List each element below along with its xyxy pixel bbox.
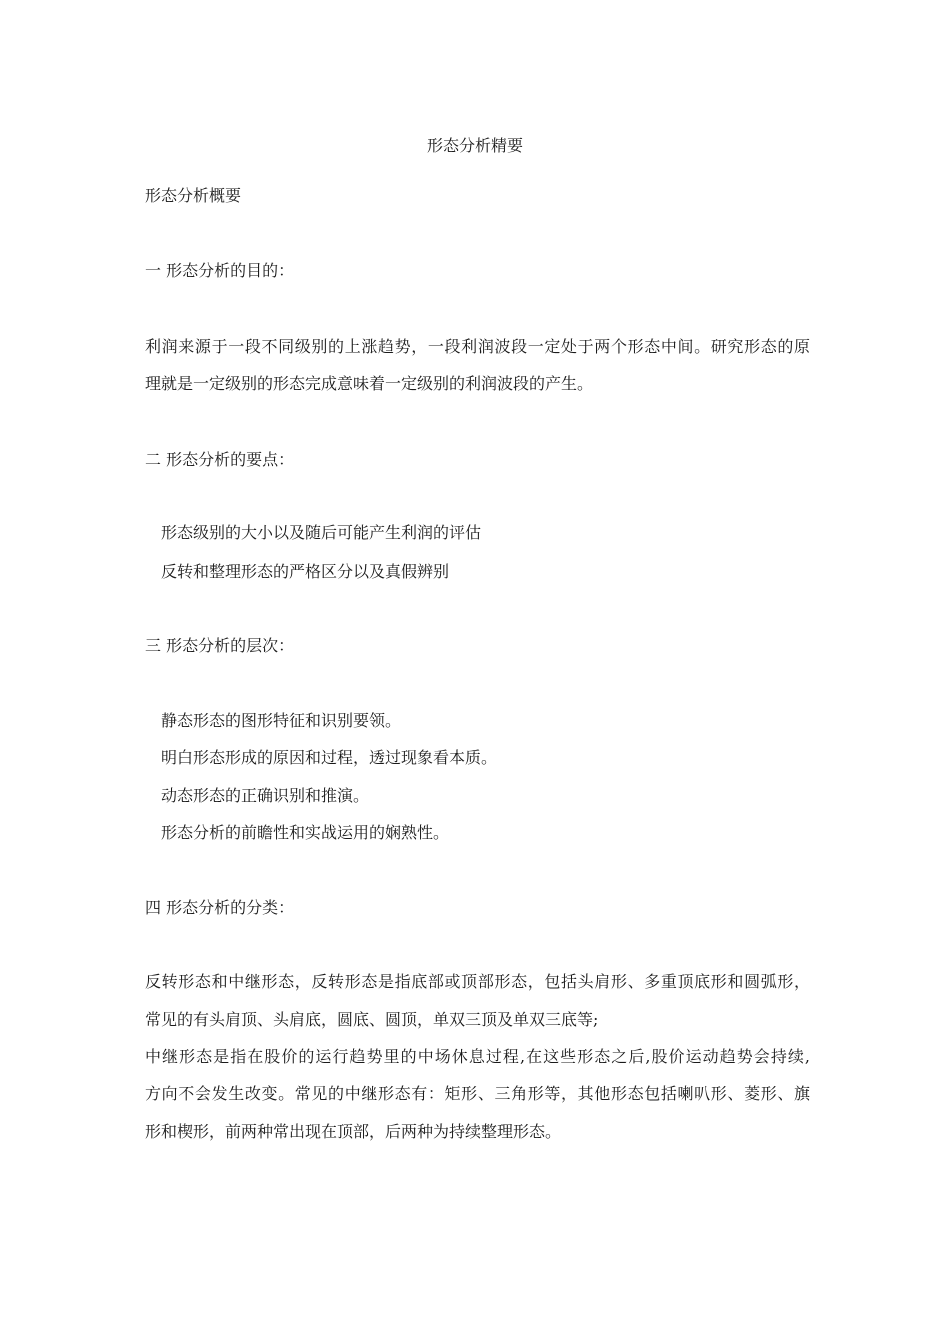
section3-item: 静态形态的图形特征和识别要领。 <box>161 711 402 730</box>
section1-heading: 一 形态分析的目的： <box>145 261 295 280</box>
section2-heading: 二 形态分析的要点： <box>145 450 295 469</box>
section4-paragraph-line: 中继形态是指在股价的运行趋势里的中场休息过程,在这些形态之后,股价运动趋势会持续, <box>145 1047 810 1066</box>
overview-heading: 形态分析概要 <box>145 186 242 205</box>
section4-paragraph-line: 形和楔形，前两种常出现在顶部，后两种为持续整理形态。 <box>145 1122 562 1141</box>
section4-heading: 四 形态分析的分类： <box>145 898 295 917</box>
document-title: 形态分析精要 <box>426 136 523 155</box>
section3-item: 明白形态形成的原因和过程，透过现象看本质。 <box>161 748 498 767</box>
section2-item: 形态级别的大小以及随后可能产生利润的评估 <box>161 523 482 542</box>
section4-paragraph-line: 方向不会发生改变。常见的中继形态有：矩形、三角形等，其他形态包括喇叭形、菱形、旗 <box>145 1084 810 1103</box>
section1-paragraph-line: 利润来源于一段不同级别的上涨趋势，一段利润波段一定处于两个形态中间。研究形态的原 <box>145 337 810 356</box>
section3-item: 动态形态的正确识别和推演。 <box>161 786 370 805</box>
section1-paragraph-line: 理就是一定级别的形态完成意味着一定级别的利润波段的产生。 <box>145 374 594 393</box>
section4-paragraph-line: 常见的有头肩顶、头肩底，圆底、圆顶，单双三顶及单双三底等; <box>145 1010 599 1029</box>
section3-heading: 三 形态分析的层次： <box>145 636 295 655</box>
section2-item: 反转和整理形态的严格区分以及真假辨别 <box>161 562 450 581</box>
section4-paragraph-line: 反转形态和中继形态，反转形态是指底部或顶部形态，包括头肩形、多重顶底形和圆弧形， <box>145 972 810 991</box>
section3-item: 形态分析的前瞻性和实战运用的娴熟性。 <box>161 823 450 842</box>
